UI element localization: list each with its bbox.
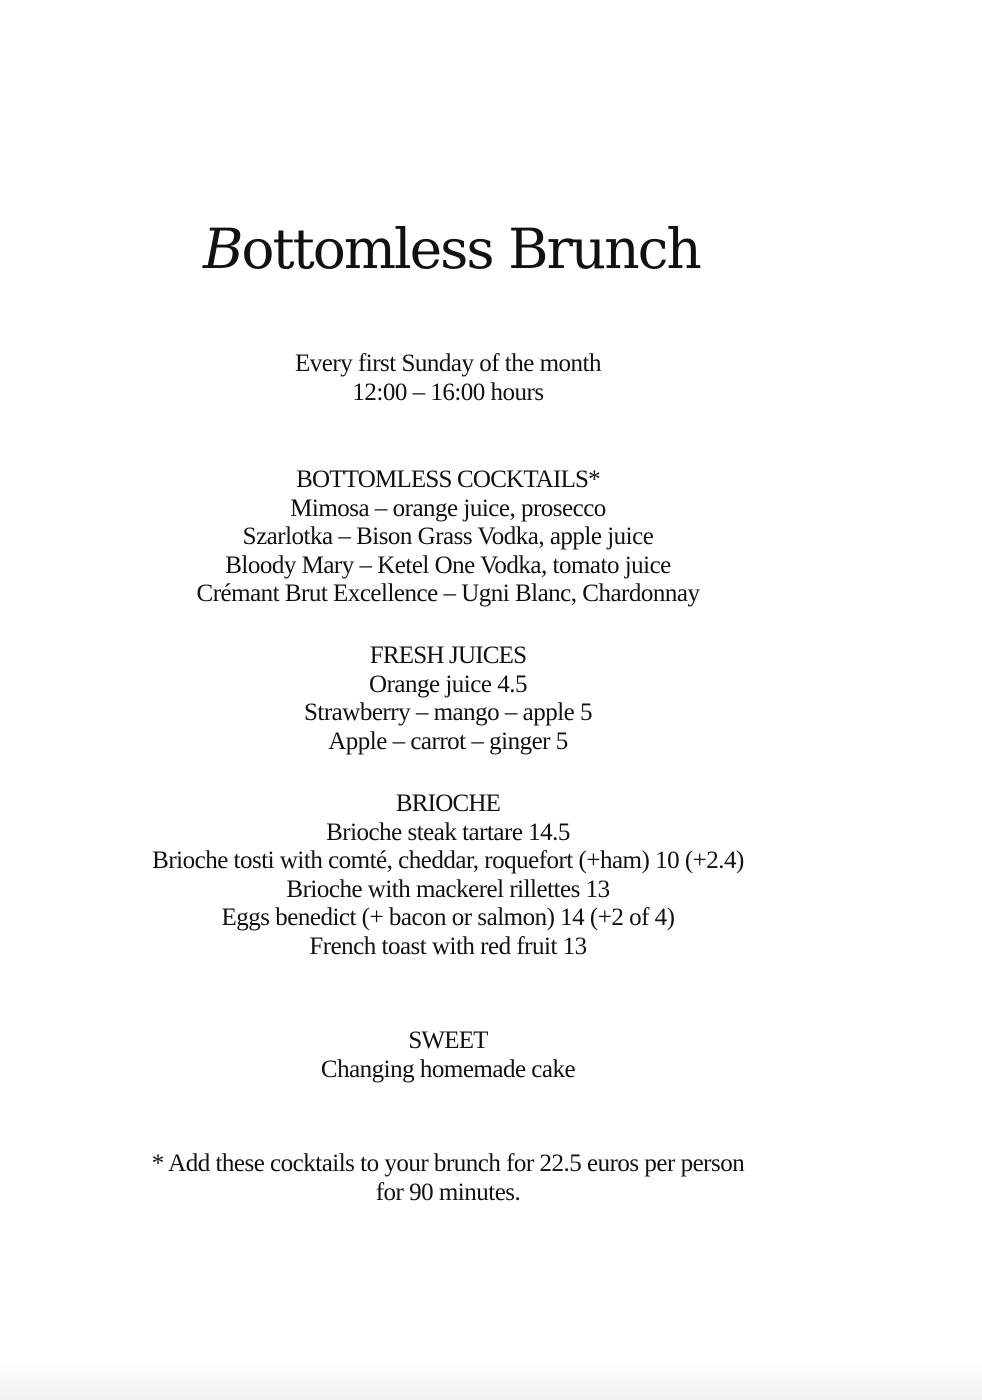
- menu-item: Eggs benedict (+ bacon or salmon) 14 (+2 of 4): [221, 904, 675, 932]
- menu-item: Brioche steak tartare 14.5: [326, 818, 570, 846]
- menu-item: Apple – carrot – ginger 5: [328, 727, 568, 755]
- menu-item: Mimosa – orange juice, prosecco: [290, 494, 606, 522]
- menu-item: Strawberry – mango – apple 5: [303, 699, 593, 727]
- page-title: [203, 214, 700, 284]
- schedule-days: Every first Sunday of the month: [295, 350, 601, 377]
- section-fresh-juices: [304, 642, 592, 756]
- title-initial: B: [203, 217, 242, 281]
- footnote: [148, 1150, 748, 1207]
- section-heading: BOTTOMLESS COCKTAILS*: [296, 466, 600, 493]
- menu-item: French toast with red fruit 13: [309, 932, 587, 960]
- section-heading: FRESH JUICES: [369, 642, 527, 669]
- menu-item: Changing homemade cake: [320, 1055, 576, 1083]
- menu-item: Bloody Mary – Ketel One Vodka, tomato juice: [225, 551, 671, 579]
- title-rest: ottomless Brunch: [241, 217, 700, 281]
- menu-item: Crémant Brut Excellence – Ugni Blanc, Chardonnay: [196, 580, 700, 608]
- menu-item: Szarlotka – Bison Grass Vodka, apple juice: [242, 523, 654, 551]
- footnote-text: * Add these cocktails to your brunch for 22.5 euros per person for 90 minutes.: [151, 1150, 745, 1206]
- section-cocktails: [197, 466, 700, 609]
- menu-item: Orange juice 4.5: [369, 670, 527, 698]
- section-heading: SWEET: [408, 1027, 488, 1054]
- section-sweet: [321, 1027, 575, 1084]
- menu-item: Brioche tosti with comté, cheddar, roquefort (+ham) 10 (+2.4): [152, 847, 744, 875]
- menu-item: Brioche with mackerel rillettes 13: [286, 875, 610, 903]
- section-brioche: [143, 790, 753, 962]
- schedule-block: [295, 350, 601, 407]
- section-heading: BRIOCHE: [395, 790, 501, 817]
- page-edge-shadow: [0, 1360, 982, 1400]
- schedule-hours: 12:00 – 16:00 hours: [352, 378, 544, 406]
